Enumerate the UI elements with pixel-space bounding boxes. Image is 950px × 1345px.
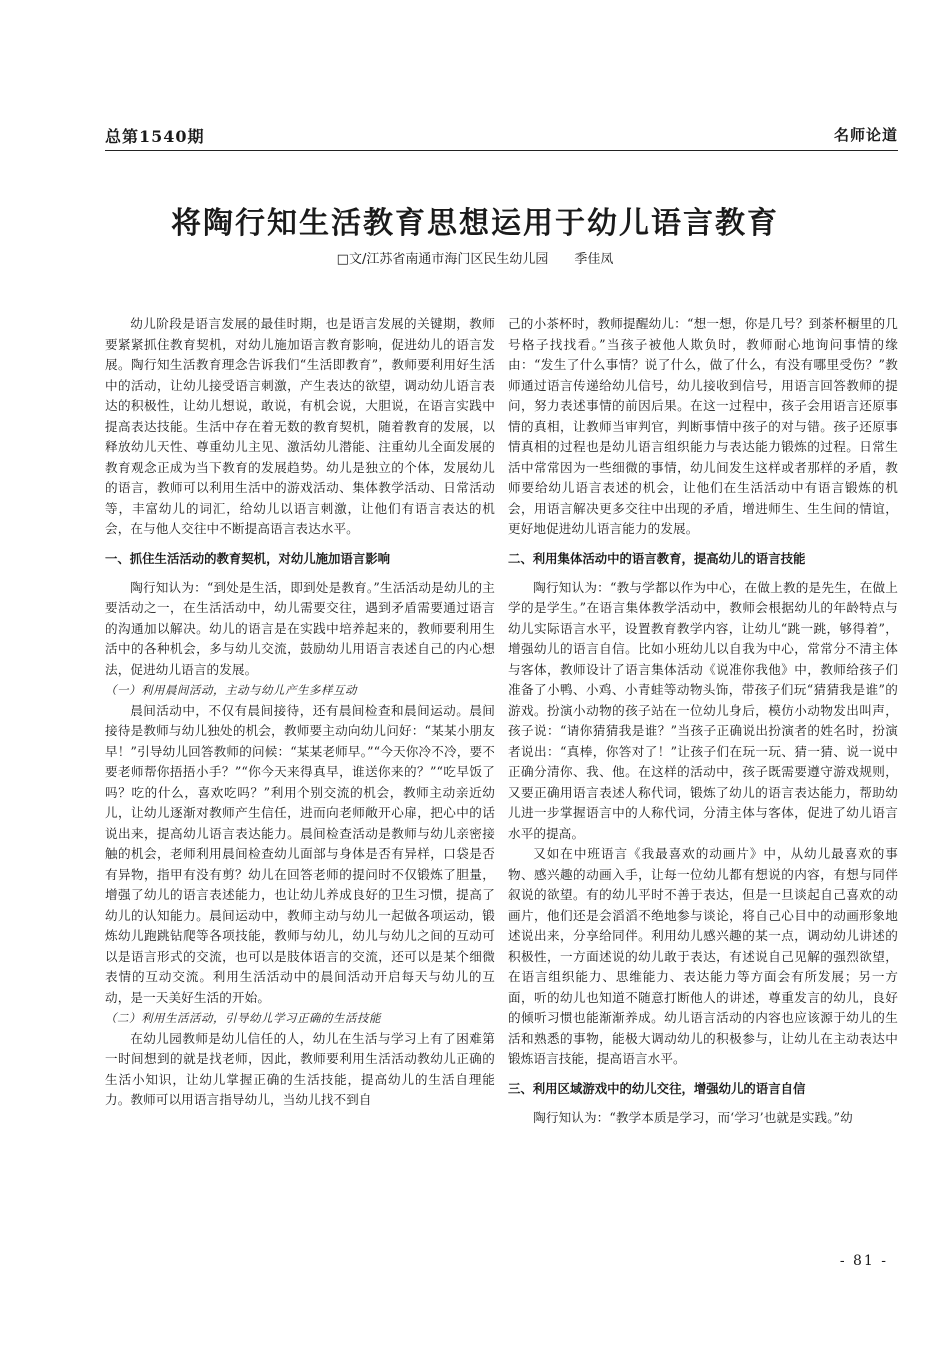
paragraph: 在幼儿园教师是幼儿信任的人，幼儿在生活与学习上有了困难第一时间想到的就是找老师，因此，教师要利用生活活动教幼儿正确的生活小知识，让幼儿掌握正确的生活技能，提高幼儿的生活自理能力。教师可以用语言指导幼儿，当幼儿找不到自 [105,1030,495,1107]
byline-author: 季佳凤 [574,252,614,267]
section-heading-1: 一、抓住生活活动的教育契机，对幼儿施加语言影响 [105,550,390,566]
byline-affiliation: □文/江苏省南通市海门区民生幼儿园 [336,252,549,267]
right-column [508,314,898,1128]
paragraph: 己的小茶杯时，教师提醒幼儿：“想一想，你是几号？到茶杯橱里的几号格子找找看。”当孩子被他人欺负时，教师耐心地询问事情的缘由：“发生了什么事情？说了什么，做了什么，有没有哪里受伤？”教师通过语言传递给幼儿信号，幼儿接收到信号，用语言回答教师的提问，努力表述事情的前因后果。在这一过程中，孩子会用语言还原事情的真相，让教师当审判官，判断事情中孩子的对与错。孩子还原事情真相的过程也是幼儿语言组织能力与表达能力锻炼的过程。日常生活中常常因为一些细微的事情，幼儿间发生这样或者那样的矛盾，教师要给幼儿语言表述的机会，让他们在生活活动中有语言锻炼的机会，用语言解决更多交往中出现的矛盾，增进师生、生生间的情谊，更好地促进幼儿语言能力的发展。 [508,316,898,536]
paragraph: 晨间活动中，不仅有晨间接待，还有晨间检查和晨间运动。晨间接待是教师与幼儿独处的机会，教师要主动向幼儿问好：“某某小朋友早！”引导幼儿回答教师的问候：“某某老师早。”“今天你冷不冷，要不要老师帮你捂捂小手？”“你今天来得真早，谁送你来的？”“吃早饭了吗？吃的什么，喜欢吃吗？”利用个别交流的机会，教师主动亲近幼儿，让幼儿逐渐对教师产生信任，进而向老师敞开心扉，把心中的话说出来，提高幼儿语言表达能力。晨间检查活动是教师与幼儿亲密接触的机会，老师利用晨间检查幼儿面部与身体是否有异样，口袋是否有异物，指甲有没有剪？幼儿在回答老师的提问时不仅锻炼了胆量，增强了幼儿的语言表述能力，也让幼儿养成良好的卫生习惯，提高了幼儿的认知能力。晨间运动中，教师主动与幼儿一起做各项运动，锻炼幼儿跑跳钻爬等各项技能，教师与幼儿，幼儿与幼儿之间的互动可以是语言形式的交流，也可以是肢体语言的交流，还可以是某个细微表情的互动交流。利用生活活动中的晨间活动开启每天与幼儿的互动，是一天美好生活的开始。 [105,702,495,1005]
left-column [105,314,495,1111]
page-number: - 81 - [839,1253,888,1269]
paragraph: 陶行知认为：“教与学都以作为中心，在做上教的是先生，在做上学的是学生。”在语言集体教学活动中，教师会根据幼儿的年龄特点与幼儿实际语言水平，设置教育教学内容，让幼儿“跳一跳，够得着”，增强幼儿的语言自信。比如小班幼儿以自我为中心，常常分不清主体与客体，教师设计了语言集体活动《说准你我他》中，教师给孩子们准备了小鸭、小鸡、小青蛙等动物头饰，带孩子们玩“猜猜我是谁”的游戏。扮演小动物的孩子站在一位幼儿身后，模仿小动物发出叫声，孩子说：“请你猜猜我是谁？”当孩子正确说出扮演者的姓名时，扮演者说出：“真棒，你答对了！”让孩子们在玩一玩、猜一猜、说一说中正确分清你、我、他。在这样的活动中，孩子既需要遵守游戏规则，又要正确用语言表述人称代词，锻炼了幼儿的语言表达能力，帮助幼儿进一步掌握语言中的人称代词，分清主体与客体，促进了幼儿语言水平的提高。 [508,579,898,841]
paragraph: 陶行知认为：“到处是生活，即到处是教育。”生活活动是幼儿的主要活动之一，在生活活动中，幼儿需要交往，遇到矛盾需要通过语言的沟通加以解决。幼儿的语言是在实践中培养起来的，教师要利用生活中的各种机会，多与幼儿交流，鼓励幼儿用语言表述自己的内心想法，促进幼儿语言的发展。 [105,579,495,677]
issue-number: 总第1540期 [105,127,205,146]
running-header [105,124,898,151]
paragraph: 又如在中班语言《我最喜欢的动画片》中，从幼儿最喜欢的事物、感兴趣的动画入手，让每一位幼儿都有想说的内容，有想与同伴叙说的欲望。有的幼儿平时不善于表达，但是一旦谈起自己喜欢的动画片，他们还是会滔滔不绝地参与谈论，将自己心目中的动画形象地述说出来，分享给同伴。利用幼儿感兴趣的某一点，调动幼儿讲述的积极性，一方面述说的幼儿敢于表达，有述说自己见解的强烈欲望，在语言组织能力、思维能力、表达能力等方面会有所发展；另一方面，听的幼儿也知道不随意打断他人的讲述，尊重发言的幼儿，良好的倾听习惯也能渐渐养成。幼儿语言活动的内容也应该源于幼儿的生活和熟悉的事物，能极大调动幼儿的积极参与，让幼儿在主动表达中锻炼语言技能，提高语言水平。 [508,846,898,1066]
section-heading-2: 二、利用集体活动中的语言教育，提高幼儿的语言技能 [508,550,806,566]
subsection-heading-1: （一）利用晨间活动，主动与幼儿产生多样互动 [105,683,357,697]
article-title: 将陶行知生活教育思想运用于幼儿语言教育 [171,206,779,241]
paragraph: 陶行知认为：“教学本质是学习，而‘学习’也就是实践。”幼 [533,1109,853,1125]
column-name: 名师论道 [833,126,898,144]
subsection-heading-2: （二）利用生活活动，引导幼儿学习正确的生活技能 [105,1011,381,1025]
intro-paragraph: 幼儿阶段是语言发展的最佳时期，也是语言发展的关键期，教师要紧紧抓住教育契机，对幼儿施加语言教育影响，促进幼儿的语言发展。陶行知生活教育理念告诉我们“生活即教育”，教师要利用好生活中的活动，让幼儿接受语言刺激，产生表达的欲望，调动幼儿语言表达的积极性，让幼儿想说，敢说，有机会说，大胆说，在语言实践中提高表达技能。生活中存在着无数的教育契机，随着教育的发展，以释放幼儿天性、尊重幼儿主见、激活幼儿潜能、注重幼儿全面发展的教育观念正成为当下教育的发展趋势。幼儿是独立的个体，发展幼儿的语言，教师可以利用生活中的游戏活动、集体教学活动、日常活动等，丰富幼儿的词汇，给幼儿以语言刺激，让他们有语言表达的机会，在与他人交往中不断提高语言表达水平。 [105,316,495,536]
byline [0,248,950,267]
section-heading-3: 三、利用区域游戏中的幼儿交往，增强幼儿的语言自信 [508,1080,806,1096]
